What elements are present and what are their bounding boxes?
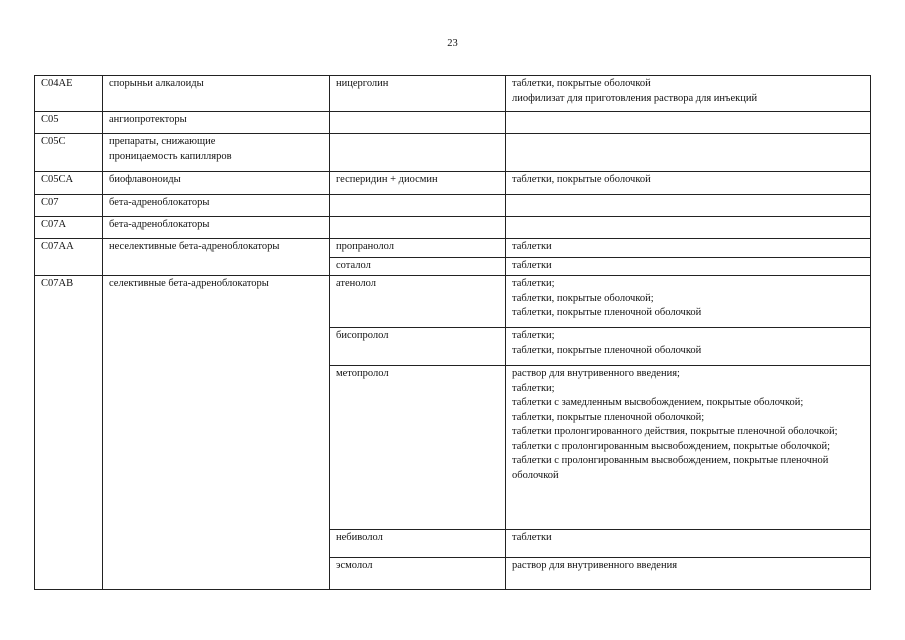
atc-group: спорыньи алкалоиды [103,76,330,112]
dosage-form: таблетки; [512,382,555,394]
atc-group: биофлавоноиды [103,172,330,195]
dosage-form: таблетки, покрытые оболочкой; [512,292,654,304]
table-row [35,134,871,172]
dosage-forms [506,257,871,276]
dosage-form: таблетки, покрытые пленочной оболочкой [512,307,702,318]
dosage-forms [506,558,871,590]
atc-code: C07A [35,217,103,239]
dosage-form: лиофилизат для приготовления раствора для инъекций [512,92,758,104]
drug-name [330,195,506,217]
drug-name: соталол [330,257,506,276]
dosage-forms [506,195,871,217]
drug-table [34,75,871,590]
page-number: 23 [447,38,458,49]
atc-group: ангиопротекторы [103,112,330,134]
dosage-form: таблетки, покрытые оболочкой [512,78,651,89]
dosage-forms [506,134,871,172]
table-row [35,217,871,239]
dosage-form: раствор для внутривенного введения; [512,368,680,379]
dosage-form: раствор для внутривенного введения [512,560,678,571]
drug-name: ницерголин [330,76,506,112]
drug-name: пропранолол [330,239,506,258]
dosage-forms [506,366,871,530]
drug-name [330,217,506,239]
atc-group: бета-адреноблокаторы [103,195,330,217]
dosage-form: таблетки; [512,330,555,341]
dosage-forms [506,328,871,366]
drug-name: эсмолол [330,558,506,590]
atc-group: бета-адреноблокаторы [103,217,330,239]
atc-group [103,134,330,172]
dosage-form: таблетки, покрытые оболочкой [512,174,651,185]
drug-name: атенолол [330,276,506,328]
atc-code: C07AA [35,239,103,276]
dosage-forms [506,530,871,558]
table-row [35,239,871,258]
dosage-form: таблетки; [512,278,555,289]
table-row [35,76,871,112]
dosage-form: таблетки пролонгированного действия, покрытые пленочной оболочкой; [512,426,838,437]
atc-group-line: проницаемость капилляров [109,150,232,162]
dosage-form: таблетки с пролонгированным высвобождением, покрытые оболочкой; [512,440,831,452]
dosage-forms [506,112,871,134]
table-row [35,276,871,328]
dosage-forms [506,276,871,328]
table-row [35,195,871,217]
atc-group: неселективные бета-адреноблокаторы [103,239,330,276]
dosage-form: таблетки с пролонгированным высвобождением, покрытые пленочной оболочкой [512,455,829,481]
atc-code: C05CA [35,172,103,195]
dosage-forms [506,76,871,112]
atc-group: селективные бета-адреноблокаторы [103,276,330,590]
drug-name [330,134,506,172]
drug-name [330,112,506,134]
dosage-forms [506,217,871,239]
drug-name: гесперидин + диосмин [330,172,506,195]
atc-code: C04AE [35,76,103,112]
drug-name: метопролол [330,366,506,530]
table-row [35,112,871,134]
dosage-form: таблетки с замедленным высвобождением, покрытые оболочкой; [512,397,804,408]
dosage-form: таблетки [512,532,552,543]
dosage-form: таблетки [512,259,552,271]
drug-name: бисопролол [330,328,506,366]
atc-code: C05C [35,134,103,172]
dosage-form: таблетки, покрытые пленочной оболочкой [512,344,702,356]
table-row [35,172,871,195]
dosage-form: таблетки [512,241,552,252]
dosage-forms [506,239,871,258]
atc-code: C07 [35,195,103,217]
atc-code: C07AB [35,276,103,590]
atc-code: C05 [35,112,103,134]
dosage-form: таблетки, покрытые пленочной оболочкой; [512,411,705,423]
drug-name: небиволол [330,530,506,558]
dosage-forms [506,172,871,195]
atc-group-line: препараты, снижающие [109,136,216,147]
